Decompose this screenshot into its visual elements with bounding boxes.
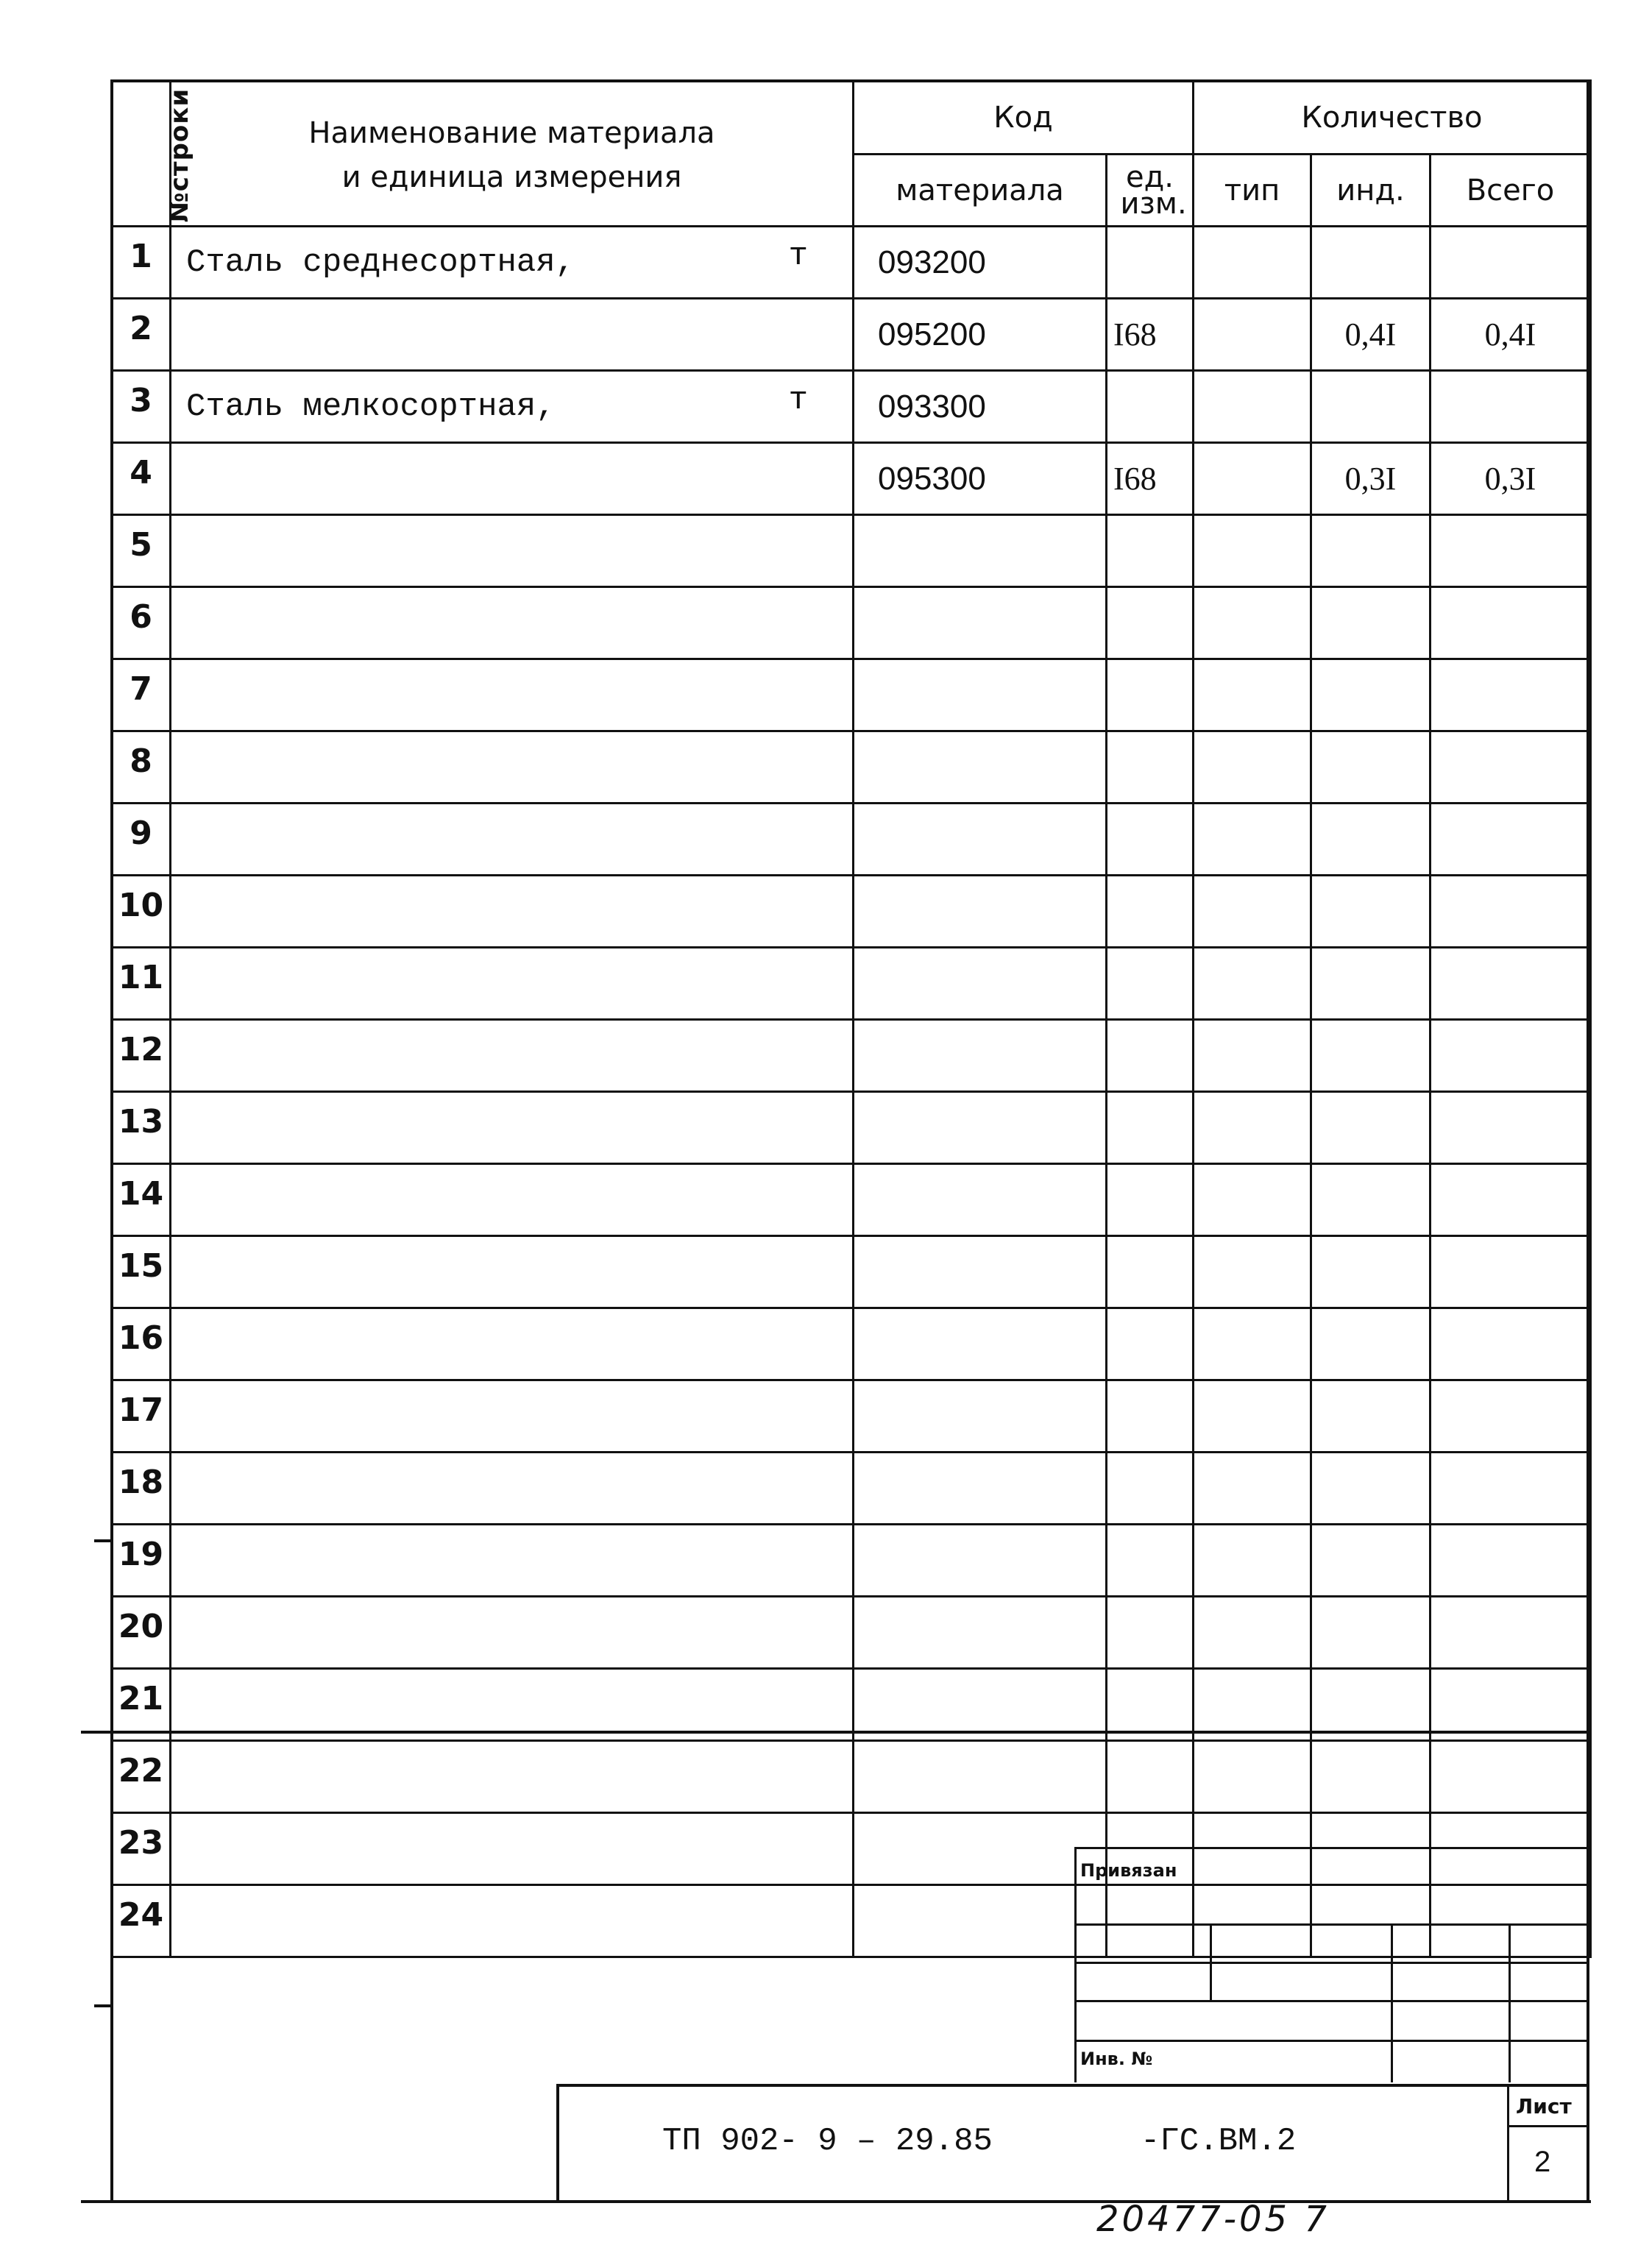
quantity-total: 0,4I bbox=[1431, 299, 1591, 371]
unit-code: I68 bbox=[1107, 299, 1194, 371]
row-number: 16 bbox=[112, 1308, 171, 1380]
unit-code bbox=[1107, 371, 1194, 443]
material-code: 095200 bbox=[854, 299, 1107, 371]
material-code: 093200 bbox=[854, 227, 1107, 299]
row-number: 20 bbox=[112, 1597, 171, 1669]
quantity-type bbox=[1194, 1597, 1311, 1669]
unit-code bbox=[1107, 659, 1194, 731]
table-bottom-rule bbox=[81, 1731, 1591, 1734]
quantity-total: 0,3I bbox=[1431, 443, 1591, 515]
material-code bbox=[854, 587, 1107, 659]
materials-table bbox=[110, 79, 1592, 1958]
row-number: 3 bbox=[112, 371, 171, 443]
sheet-number: 2 bbox=[1534, 2146, 1551, 2178]
title-divider bbox=[1507, 2125, 1589, 2127]
header-code-unit-label: ед. изм. bbox=[1120, 160, 1187, 221]
row-number: 22 bbox=[112, 1741, 171, 1813]
material-code: 093300 bbox=[854, 371, 1107, 443]
row-number: 5 bbox=[112, 515, 171, 587]
material-unit: т bbox=[788, 382, 808, 419]
material-name-text: Сталь мелкосортная, bbox=[186, 388, 556, 425]
row-number: 21 bbox=[112, 1669, 171, 1741]
row-number: 24 bbox=[112, 1885, 171, 1957]
row-number: 4 bbox=[112, 443, 171, 515]
quantity-individual bbox=[1311, 1669, 1431, 1741]
row-number: 10 bbox=[112, 876, 171, 948]
unit-code bbox=[1107, 1308, 1194, 1380]
stamp-line bbox=[1074, 1847, 1589, 1849]
unit-code bbox=[1107, 1020, 1194, 1092]
quantity-total bbox=[1431, 1308, 1591, 1380]
header-code-material: материала bbox=[854, 155, 1107, 227]
unit-code: I68 bbox=[1107, 443, 1194, 515]
material-name bbox=[171, 1597, 854, 1669]
quantity-individual bbox=[1311, 804, 1431, 876]
quantity-type bbox=[1194, 1092, 1311, 1164]
material-name bbox=[171, 1453, 854, 1525]
row-number: 13 bbox=[112, 1092, 171, 1164]
material-code bbox=[854, 1236, 1107, 1308]
material-name bbox=[171, 515, 854, 587]
material-code bbox=[854, 804, 1107, 876]
stamp-inventory-label: Инв. № bbox=[1080, 2049, 1153, 2069]
quantity-individual bbox=[1311, 876, 1431, 948]
row-number: 12 bbox=[112, 1020, 171, 1092]
handwritten-number: 20477-05 7 bbox=[1096, 2199, 1330, 2240]
row-number: 11 bbox=[112, 948, 171, 1020]
stamp-line bbox=[1074, 2000, 1589, 2002]
unit-code bbox=[1107, 1597, 1194, 1669]
header-row-number bbox=[112, 81, 195, 227]
quantity-type bbox=[1194, 1380, 1311, 1453]
quantity-type bbox=[1194, 371, 1311, 443]
unit-code bbox=[1107, 804, 1194, 876]
material-unit: т bbox=[788, 238, 808, 274]
table-row bbox=[112, 1308, 1591, 1380]
material-name bbox=[171, 804, 854, 876]
quantity-individual bbox=[1311, 731, 1431, 804]
page-bottom-rule bbox=[81, 2200, 1591, 2203]
quantity-total bbox=[1431, 515, 1591, 587]
unit-code bbox=[1107, 515, 1194, 587]
quantity-individual bbox=[1311, 587, 1431, 659]
material-code bbox=[854, 1813, 1107, 1885]
material-name bbox=[171, 1380, 854, 1453]
quantity-type bbox=[1194, 876, 1311, 948]
quantity-type bbox=[1194, 1164, 1311, 1236]
quantity-individual bbox=[1311, 1308, 1431, 1380]
header-material-name bbox=[171, 81, 854, 227]
quantity-total bbox=[1431, 1092, 1591, 1164]
material-name bbox=[171, 876, 854, 948]
material-code bbox=[854, 1885, 1107, 1957]
quantity-total bbox=[1431, 1236, 1591, 1308]
table-row bbox=[112, 443, 1591, 515]
table-row bbox=[112, 659, 1591, 731]
unit-code bbox=[1107, 1092, 1194, 1164]
material-code bbox=[854, 659, 1107, 731]
row-number: 15 bbox=[112, 1236, 171, 1308]
quantity-total bbox=[1431, 371, 1591, 443]
table-row bbox=[112, 227, 1591, 299]
material-code bbox=[854, 1669, 1107, 1741]
header-quantity-group: Количество bbox=[1194, 81, 1591, 155]
material-name bbox=[171, 1164, 854, 1236]
material-code bbox=[854, 731, 1107, 804]
table-row bbox=[112, 1020, 1591, 1092]
row-number: 2 bbox=[112, 299, 171, 371]
quantity-total bbox=[1431, 1020, 1591, 1092]
row-number: 18 bbox=[112, 1453, 171, 1525]
quantity-total bbox=[1431, 731, 1591, 804]
quantity-total bbox=[1431, 659, 1591, 731]
unit-code bbox=[1107, 1164, 1194, 1236]
material-name bbox=[171, 1020, 854, 1092]
quantity-type bbox=[1194, 1308, 1311, 1380]
quantity-type bbox=[1194, 659, 1311, 731]
quantity-type bbox=[1194, 227, 1311, 299]
quantity-type bbox=[1194, 1669, 1311, 1741]
quantity-total bbox=[1431, 227, 1591, 299]
material-name bbox=[171, 1813, 854, 1885]
material-name bbox=[171, 731, 854, 804]
quantity-type bbox=[1194, 731, 1311, 804]
quantity-individual bbox=[1311, 1164, 1431, 1236]
material-code bbox=[854, 1597, 1107, 1669]
table-row bbox=[112, 1525, 1591, 1597]
stamp-line bbox=[1210, 1923, 1212, 2000]
table-row bbox=[112, 804, 1591, 876]
stamp-line bbox=[1074, 1847, 1077, 2082]
quantity-individual bbox=[1311, 1597, 1431, 1669]
quantity-total bbox=[1431, 587, 1591, 659]
quantity-individual bbox=[1311, 948, 1431, 1020]
material-name bbox=[171, 587, 854, 659]
table-row bbox=[112, 1164, 1591, 1236]
table-row bbox=[112, 1453, 1591, 1525]
header-name-line2: и единица измерения bbox=[341, 160, 682, 194]
unit-code bbox=[1107, 948, 1194, 1020]
quantity-total bbox=[1431, 1669, 1591, 1741]
table-row bbox=[112, 371, 1591, 443]
header-code-group: Код bbox=[854, 81, 1194, 155]
material-code bbox=[854, 1308, 1107, 1380]
row-number: 7 bbox=[112, 659, 171, 731]
material-name bbox=[171, 1092, 854, 1164]
material-name bbox=[171, 1308, 854, 1380]
table-row bbox=[112, 1236, 1591, 1308]
quantity-type bbox=[1194, 1236, 1311, 1308]
quantity-total bbox=[1431, 804, 1591, 876]
quantity-type bbox=[1194, 1525, 1311, 1597]
quantity-individual bbox=[1311, 515, 1431, 587]
material-name-text: Сталь среднесортная, bbox=[186, 244, 575, 281]
quantity-type bbox=[1194, 587, 1311, 659]
unit-code bbox=[1107, 1669, 1194, 1741]
table-row bbox=[112, 515, 1591, 587]
binding-stamp bbox=[1074, 1847, 1589, 2082]
quantity-total bbox=[1431, 948, 1591, 1020]
document-code-suffix: -ГС.ВМ.2 bbox=[1141, 2123, 1297, 2160]
row-number: 9 bbox=[112, 804, 171, 876]
row-number: 14 bbox=[112, 1164, 171, 1236]
header-qty-total: Всего bbox=[1431, 155, 1591, 227]
table-row bbox=[112, 1380, 1591, 1453]
table-row bbox=[112, 948, 1591, 1020]
quantity-total bbox=[1431, 1741, 1591, 1813]
row-number: 1 bbox=[112, 227, 171, 299]
unit-code bbox=[1107, 1741, 1194, 1813]
table-row bbox=[112, 1092, 1591, 1164]
stamp-line bbox=[1074, 1923, 1589, 1926]
header-qty-type: тип bbox=[1194, 155, 1311, 227]
table-row bbox=[112, 299, 1591, 371]
margin-tick bbox=[94, 2004, 110, 2007]
unit-code bbox=[1107, 1525, 1194, 1597]
quantity-type bbox=[1194, 1453, 1311, 1525]
table-row bbox=[112, 1597, 1591, 1669]
quantity-type bbox=[1194, 443, 1311, 515]
quantity-individual bbox=[1311, 1525, 1431, 1597]
quantity-individual bbox=[1311, 659, 1431, 731]
quantity-individual: 0,3I bbox=[1311, 443, 1431, 515]
table-row bbox=[112, 876, 1591, 948]
material-code bbox=[854, 1020, 1107, 1092]
material-code bbox=[854, 1092, 1107, 1164]
unit-code bbox=[1107, 731, 1194, 804]
material-code: 095300 bbox=[854, 443, 1107, 515]
material-code bbox=[854, 948, 1107, 1020]
material-name bbox=[171, 299, 854, 371]
material-name bbox=[171, 1236, 854, 1308]
quantity-individual bbox=[1311, 1453, 1431, 1525]
quantity-type bbox=[1194, 515, 1311, 587]
quantity-individual bbox=[1311, 1380, 1431, 1453]
stamp-line bbox=[1074, 2040, 1589, 2042]
quantity-total bbox=[1431, 1453, 1591, 1525]
material-name bbox=[171, 443, 854, 515]
row-number: 19 bbox=[112, 1525, 171, 1597]
header-code-unit bbox=[1107, 155, 1194, 227]
quantity-total bbox=[1431, 1597, 1591, 1669]
unit-code bbox=[1107, 227, 1194, 299]
material-name bbox=[171, 371, 854, 443]
table-row bbox=[112, 587, 1591, 659]
row-number: 8 bbox=[112, 731, 171, 804]
material-name bbox=[171, 1669, 854, 1741]
stamp-line bbox=[1509, 1923, 1511, 2082]
material-name bbox=[171, 1525, 854, 1597]
quantity-total bbox=[1431, 1380, 1591, 1453]
quantity-individual bbox=[1311, 1020, 1431, 1092]
row-number: 23 bbox=[112, 1813, 171, 1885]
quantity-total bbox=[1431, 1164, 1591, 1236]
material-code bbox=[854, 876, 1107, 948]
table-row bbox=[112, 1669, 1591, 1741]
row-number: 17 bbox=[112, 1380, 171, 1453]
material-code bbox=[854, 515, 1107, 587]
quantity-individual: 0,4I bbox=[1311, 299, 1431, 371]
material-name bbox=[171, 1885, 854, 1957]
unit-code bbox=[1107, 1380, 1194, 1453]
unit-code bbox=[1107, 1453, 1194, 1525]
material-name bbox=[171, 659, 854, 731]
material-name bbox=[171, 227, 854, 299]
unit-code bbox=[1107, 876, 1194, 948]
quantity-individual bbox=[1311, 1741, 1431, 1813]
material-code bbox=[854, 1741, 1107, 1813]
unit-code bbox=[1107, 587, 1194, 659]
stamp-line bbox=[1391, 1923, 1393, 2082]
table-row bbox=[112, 731, 1591, 804]
material-code bbox=[854, 1164, 1107, 1236]
quantity-type bbox=[1194, 804, 1311, 876]
quantity-total bbox=[1431, 876, 1591, 948]
material-name bbox=[171, 948, 854, 1020]
unit-code bbox=[1107, 1236, 1194, 1308]
header-qty-ind: инд. bbox=[1311, 155, 1431, 227]
title-divider bbox=[1507, 2084, 1509, 2203]
quantity-type bbox=[1194, 299, 1311, 371]
quantity-individual bbox=[1311, 371, 1431, 443]
material-code bbox=[854, 1453, 1107, 1525]
quantity-individual bbox=[1311, 227, 1431, 299]
stamp-line bbox=[1074, 1962, 1589, 1964]
header-row-number-label: №строки bbox=[165, 88, 195, 222]
quantity-individual bbox=[1311, 1236, 1431, 1308]
header-name-line1: Наименование материала bbox=[308, 116, 715, 150]
material-code bbox=[854, 1380, 1107, 1453]
stamp-attached-label: Привязан bbox=[1080, 1860, 1177, 1881]
quantity-type bbox=[1194, 1741, 1311, 1813]
quantity-type bbox=[1194, 948, 1311, 1020]
document-code: ТП 902- 9 – 29.85 bbox=[662, 2123, 993, 2160]
margin-tick bbox=[94, 1539, 110, 1542]
quantity-total bbox=[1431, 1525, 1591, 1597]
quantity-individual bbox=[1311, 1092, 1431, 1164]
row-number: 6 bbox=[112, 587, 171, 659]
material-name bbox=[171, 1741, 854, 1813]
sheet-label: Лист bbox=[1516, 2094, 1572, 2118]
table-row bbox=[112, 1741, 1591, 1813]
quantity-type bbox=[1194, 1020, 1311, 1092]
material-code bbox=[854, 1525, 1107, 1597]
